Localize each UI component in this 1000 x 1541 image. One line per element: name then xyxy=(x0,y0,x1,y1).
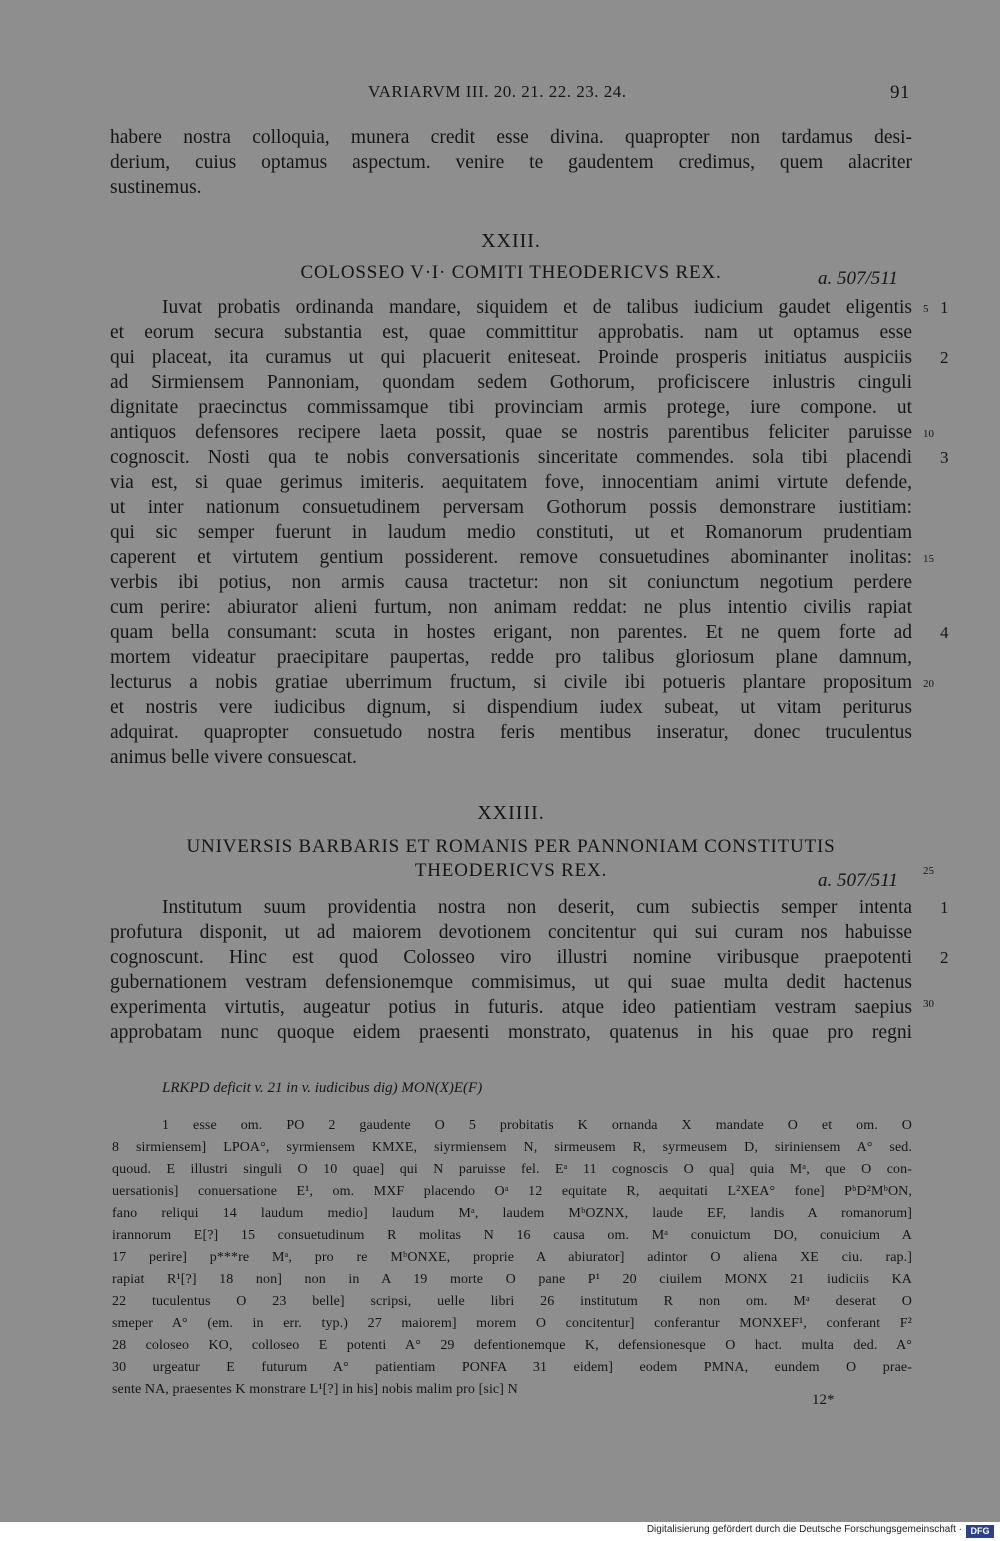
section-number: 3 xyxy=(940,448,949,467)
text-line: ut inter nationum consuetudinem perversam Gothorum possis demonstrare iustitiam: xyxy=(110,497,912,518)
apparatus-line: irannorum E[?] 15 consuetudinum R molitas N 16 causa om. Mᵃ conuictum DO, conuicium A xyxy=(112,1228,912,1243)
apparatus-line: 28 coloseo KO, colloseo E potenti A° 29 defentionemque K, defensionesque O hact. multa ded. A° xyxy=(112,1338,912,1353)
text-line: approbatam nunc quoque eidem praesenti monstrato, quatenus in his quae pro regni xyxy=(110,1022,912,1043)
text-line: et eorum secura substantia est, quae committitur approbatis. nam ut optamus esse xyxy=(110,322,912,343)
apparatus-line: 30 urgeatur E futurum A° patientiam PONFA 31 eidem] eodem PMNA, eundem O prae- xyxy=(112,1360,912,1375)
text-line: antiquos defensores recipere laeta possit, quae se nostris parentibus feliciter paruisse xyxy=(110,422,912,443)
footer-bar xyxy=(0,1522,1000,1541)
apparatus-intro: LRKPD deficit v. 21 in v. iudicibus dig) MON(X)E(F) xyxy=(162,1080,483,1096)
text-line: mortem videatur praecipitare paupertas, redde pro talibus gloriosum plane damnum, xyxy=(110,647,912,668)
text-line: cum perire: abiurator alieni furtum, non animam reddat: ne plus intentio civilis rapiat xyxy=(110,597,912,618)
text-line: gubernationem vestram defensionemque commisimus, ut qui suae multa dedit hactenus xyxy=(110,972,912,993)
apparatus-line: quoud. E illustri singuli O 10 quae] qui N paruisse fel. Eᵃ 11 cognoscis O qua] quia Mᵃ, que O con- xyxy=(112,1162,912,1177)
text-line: Iuvat probatis ordinanda mandare, siquidem et de talibus iudicium gaudet eligentis xyxy=(162,297,912,318)
text-line: lecturus a nobis gratiae uberrimum fructum, si civile ibi potueris plantare propositum xyxy=(110,672,912,693)
line-number: 5 xyxy=(923,303,929,315)
text-line: profutura disponit, ut ad maiorem devotionem concitentur qui sui curam nos habuisse xyxy=(110,922,912,943)
page-number: 91 xyxy=(890,82,910,103)
text-line: sustinemus. xyxy=(110,177,202,198)
funding-notice: Digitalisierung gefördert durch die Deutsche Forschungsgemeinschaft · xyxy=(646,1524,962,1535)
chapter-title: COLOSSEO V·I· COMITI THEODERICVS REX. xyxy=(300,262,722,283)
line-number: 10 xyxy=(923,428,934,440)
text-line: dignitate praecinctus commissamque tibi provinciam armis protege, iure compone. ut xyxy=(110,397,912,418)
text-line: Institutum suum providentia nostra non deserit, cum subiectis semper intenta xyxy=(162,897,912,918)
chapter-title-continued: THEODERICVS REX. xyxy=(414,860,608,881)
text-line: habere nostra colloquia, munera credit esse divina. quapropter non tardamus desi- xyxy=(110,127,912,148)
section-number: 1 xyxy=(940,298,949,317)
text-line: et nostris vere iudicibus dignum, si dispendium iudex subeat, ut vitam periturus xyxy=(110,697,912,718)
chapter-date: a. 507/511 xyxy=(818,870,898,891)
section-number: 2 xyxy=(940,348,949,367)
apparatus-line: 17 perire] p***re Mᵃ, pro re MᵇONXE, proprie A abiurator] adintor O aliena XE ciu. rap.] xyxy=(112,1250,912,1265)
line-number: 25 xyxy=(923,865,934,877)
text-line: animus belle vivere consuescat. xyxy=(110,747,357,768)
text-line: verbis ibi potius, non armis causa tractetur: non sit coniunctum negotium perdere xyxy=(110,572,912,593)
apparatus-line: 8 sirmiensem] LPOA°, syrmiensem KMXE, siyrmiensem N, sirmeusem R, syrmeusem D, siriniensem A° sed. xyxy=(112,1140,912,1155)
apparatus-line: fano reliqui 14 laudum medio] laudum Mᵃ, laudem MᵇOZNX, laude EF, landis A romanorum] xyxy=(112,1206,912,1221)
apparatus-line: uersationis] conuersatione E¹, om. MXF placendo Oᵃ 12 equitate R, aequitati L²XEA° fone] PᵇD²MᵇON, xyxy=(112,1184,912,1199)
running-title: VARIARVM III. 20. 21. 22. 23. 24. xyxy=(368,82,627,101)
signature-mark: 12* xyxy=(812,1392,835,1408)
text-line: qui placeat, ita curamus ut qui placuerit eniteseat. Proinde prosperis initiatus auspiciis xyxy=(110,347,912,368)
text-line: ad Sirmiensem Pannoniam, quondam sedem Gothorum, proficiscere inlustris cinguli xyxy=(110,372,912,393)
apparatus-line: 22 tuculentus O 23 belle] scripsi, uelle libri 26 institutum R non om. Mᵃ deserat O xyxy=(112,1294,912,1309)
line-number: 30 xyxy=(923,998,934,1010)
text-line: adquirat. quapropter consuetudo nostra feris mentibus inseratur, donec truculentus xyxy=(110,722,912,743)
apparatus-line: smeper A° (em. in err. typ.) 27 maiorem] morem O concitentur] conferantur MONXEF¹, conferant F² xyxy=(112,1316,912,1331)
apparatus-line: 1 esse om. PO 2 gaudente O 5 probitatis K ornanda X mandate O et om. O xyxy=(162,1118,912,1133)
text-line: cognoscit. Nosti qua te nobis conversationis sinceritate commendes. sola tibi placendi xyxy=(110,447,912,468)
section-number: 2 xyxy=(940,948,949,967)
chapter-title: UNIVERSIS BARBARIS ET ROMANIS PER PANNONIAM CONSTITUTIS xyxy=(186,836,836,857)
chapter-date: a. 507/511 xyxy=(818,268,898,289)
line-number: 15 xyxy=(923,553,934,565)
section-number: 1 xyxy=(940,898,949,917)
text-line: qui sic semper fuerunt in laudum medio constituti, ut et Romanorum prudentiam xyxy=(110,522,912,543)
dfg-logo-icon: DFG xyxy=(966,1525,994,1538)
line-number: 20 xyxy=(923,678,934,690)
text-line: derium, cuius optamus aspectum. venire te gaudentem credimus, quem alacriter xyxy=(110,152,912,173)
page-header xyxy=(110,82,910,106)
text-line: via est, si quae gerimus imiteris. aequitatem fove, innocentiam animi virtute defende, xyxy=(110,472,912,493)
text-line: cognoscunt. Hinc est quod Colosseo viro illustri nomine viribusque praepotenti xyxy=(110,947,912,968)
chapter-number: XXIIII. xyxy=(477,802,545,824)
apparatus-line: rapiat R¹[?] 18 non] non in A 19 morte O pane P¹ 20 ciuilem MONX 21 iudiciis KA xyxy=(112,1272,912,1287)
text-line: experimenta virtutis, augeatur potius in futuris. atque ideo patientiam vestram saepius xyxy=(110,997,912,1018)
apparatus-line: sente NA, praesentes K monstrare L¹[?] in his] nobis malim pro [sic] N xyxy=(112,1382,518,1397)
text-line: quam bella consumant: scuta in hostes erigant, non parentes. Et ne quem forte ad xyxy=(110,622,912,643)
chapter-number: XXIII. xyxy=(481,230,541,252)
text-line: caperent et virtutem gentium possiderent. remove consuetudines abominanter inolitas: xyxy=(110,547,912,568)
section-number: 4 xyxy=(940,623,949,642)
